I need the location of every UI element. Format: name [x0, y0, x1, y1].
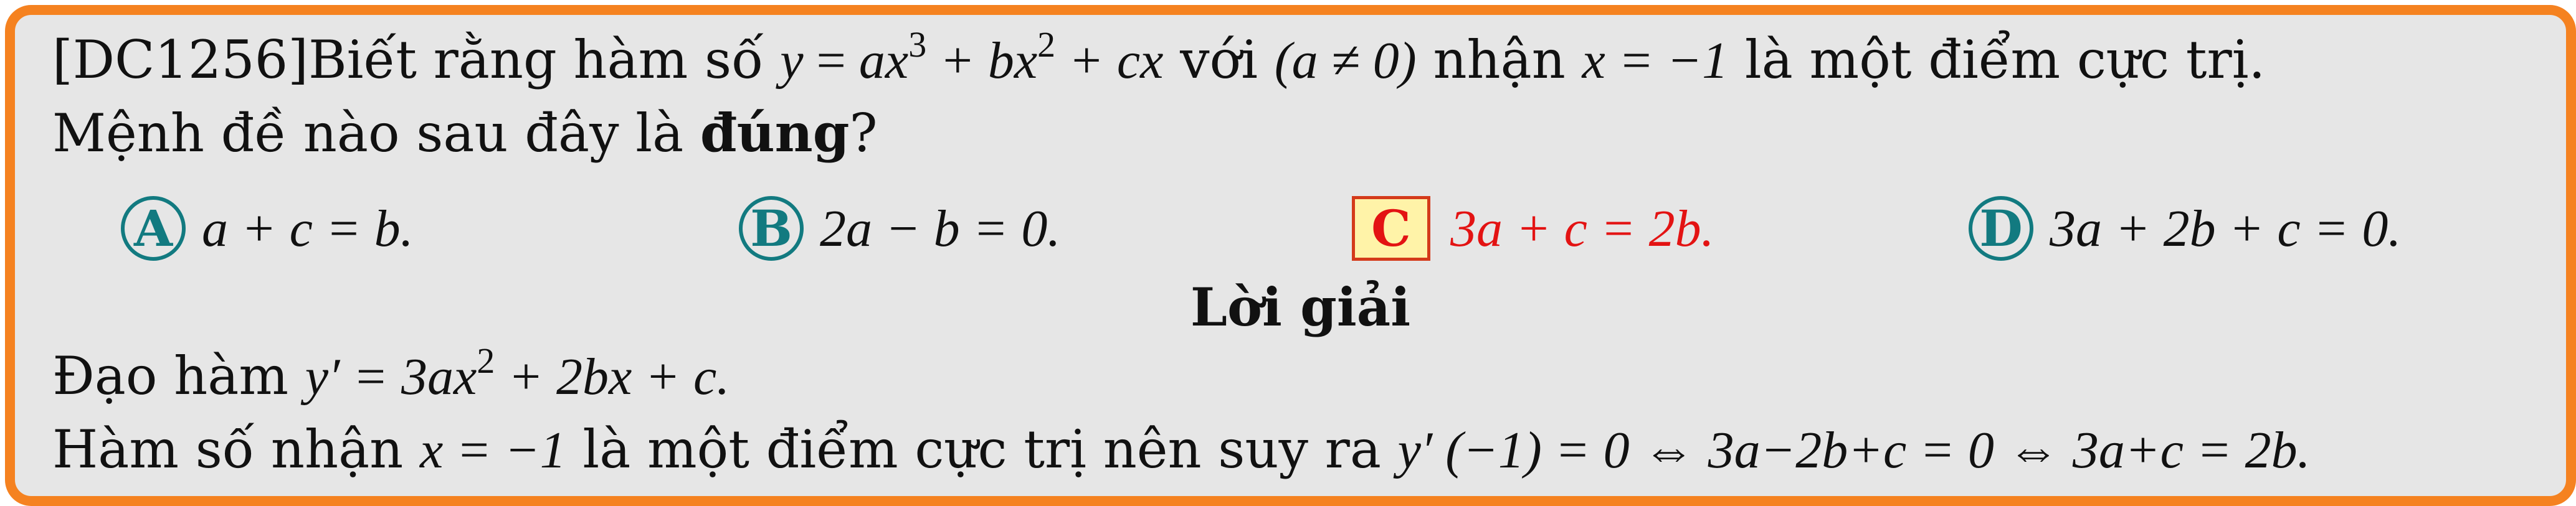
question-line-2 [52, 102, 878, 164]
question-prompt-end: ? [849, 103, 878, 164]
option-c-text: 3a + c = 2b. [1450, 199, 1714, 258]
option-b-label: B [739, 196, 804, 261]
question-prompt: Mệnh đề nào sau đây là [52, 103, 700, 164]
extremum-point: x = −1 [1582, 32, 1729, 90]
solution-1-prefix: Đạo hàm [52, 345, 305, 406]
question-tail: là một điểm cực trị. [1728, 29, 2266, 90]
question-mid: nhận [1416, 29, 1582, 90]
option-c[interactable] [1352, 191, 1714, 266]
question-intro: Biết rằng hàm số [308, 29, 781, 90]
function-equals: = [803, 32, 859, 90]
derivative-exponent: 2 [477, 340, 495, 381]
term-linear: + cx [1055, 32, 1164, 90]
solution-2-mid: là một điểm cực trị nên suy ra [566, 419, 1398, 480]
question-line-1 [52, 24, 2266, 92]
term-cubic: ax [858, 32, 909, 90]
solution-2-point: x = −1 [419, 421, 566, 479]
option-d-label: D [1969, 196, 2033, 261]
option-a-label: A [121, 196, 186, 261]
term-quadratic: + bx [926, 32, 1038, 90]
option-c-label: C [1352, 196, 1430, 261]
condition-prefix: với [1163, 29, 1275, 90]
option-d-text: 3a + 2b + c = 0. [2050, 199, 2402, 258]
derivative-rest: + 2bx + c. [495, 348, 730, 406]
option-a-text: a + c = b. [202, 199, 414, 258]
option-b[interactable] [739, 191, 1060, 266]
derivative-lhs: y′ = 3ax [305, 348, 477, 406]
solution-2-prefix: Hàm số nhận [52, 419, 420, 480]
term-quadratic-exponent: 2 [1037, 24, 1056, 65]
question-card [5, 5, 2576, 506]
solution-2-math: y′ (−1) = 0 ⇔ 3a−2b+c = 0 ⇔ 3a+c = 2b. [1397, 421, 2311, 479]
option-d[interactable] [1969, 191, 2401, 266]
function-variable: y [780, 32, 804, 90]
option-b-text: 2a − b = 0. [820, 199, 1061, 258]
question-code: [DC1256] [52, 29, 308, 90]
solution-line-1 [52, 340, 730, 408]
question-prompt-bold: đúng [700, 102, 850, 164]
solution-title: Lời giải [1190, 276, 1411, 338]
solution-line-2 [52, 418, 2311, 482]
term-cubic-exponent: 3 [908, 24, 927, 65]
condition: (a ≠ 0) [1274, 32, 1417, 90]
option-a[interactable] [121, 191, 414, 266]
